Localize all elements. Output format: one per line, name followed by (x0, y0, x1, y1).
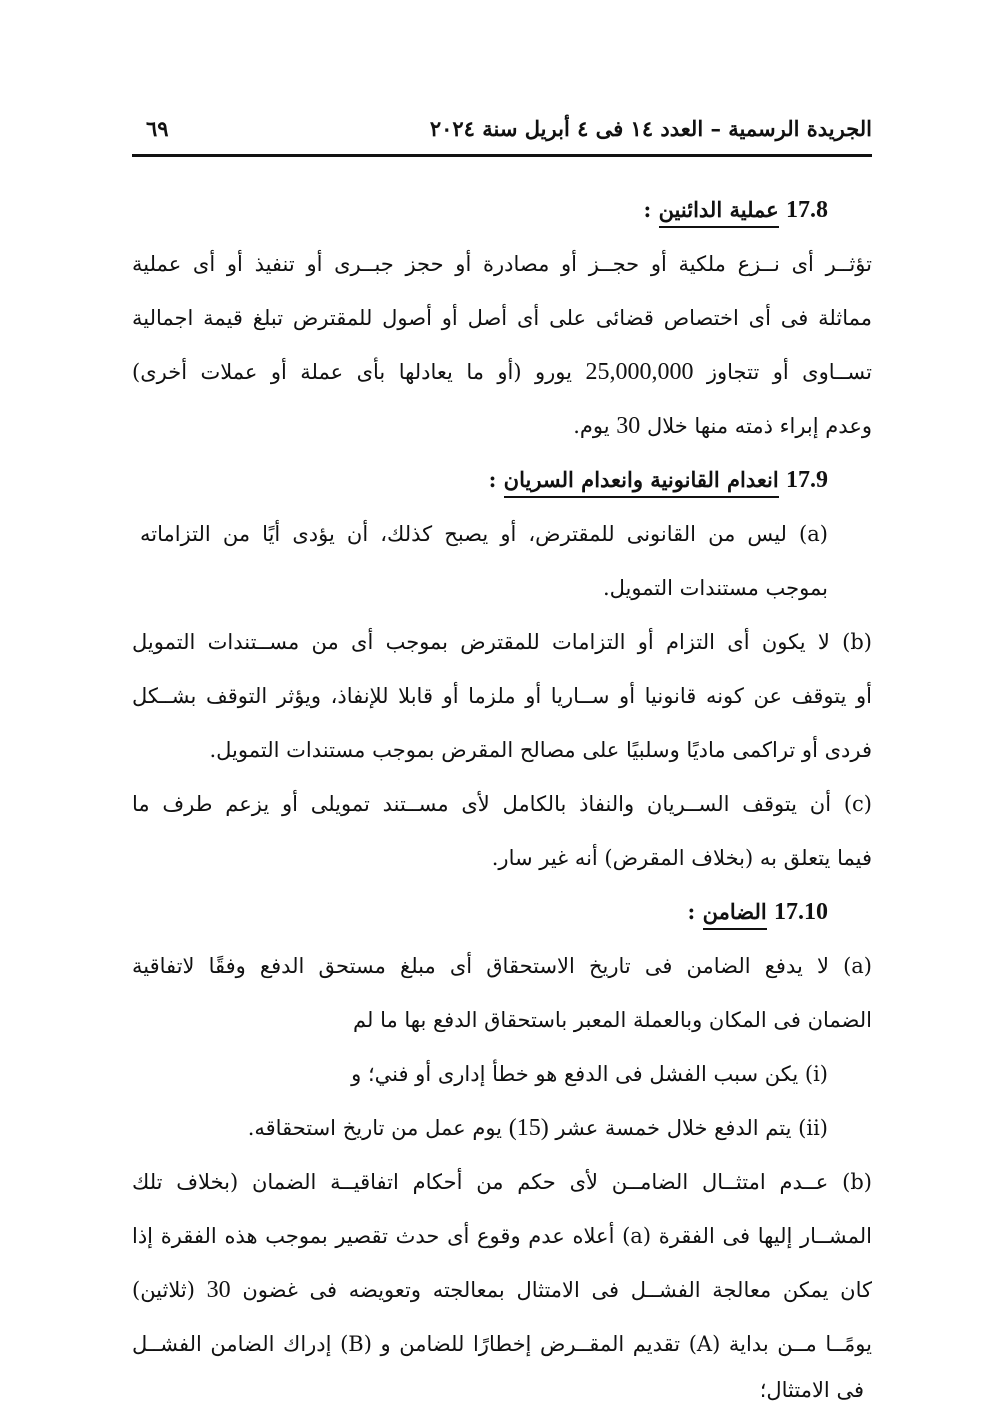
paragraph-line: المشــار إليها فى الفقرة (a) أعلاه عدم وقوع أى حدث تقصير بموجب هذه الفقرة إذا (132, 1224, 872, 1248)
section-17-8-heading: 17.8 عملية الدائنين : (132, 183, 828, 237)
paragraph-line: تؤثــر أى نــزع ملكية أو حجــز أو مصادرة أو حجز جبــرى أو تنفيذ أو أى عملية (132, 252, 872, 276)
paragraph-line: الضمان فى المكان وبالعملة المعبر باستحقاق الدفع بها ما لم (353, 1008, 872, 1032)
paragraph-line: فردى أو تراكمى ماديًا وسلبيًا على مصالح المقرض بموجب مستندات التمويل. (209, 738, 872, 762)
paragraph-line: فى الامتثال؛ (759, 1378, 864, 1402)
section-17-8-title: عملية الدائنين (659, 197, 779, 228)
page-header (132, 116, 872, 156)
clause-a-line: (a) لا يدفع الضامن فى تاريخ الاستحقاق أى مبلغ مستحق الدفع وفقًا لاتفاقية (132, 954, 872, 978)
paragraph-line: تســاوى أو تتجاوز 25,000,000 يورو (أو ما يعادلها بأى عملة أو عملات أخرى) (132, 359, 872, 385)
subclause-ii-line: (ii) يتم الدفع خلال خمسة عشر (15) يوم عمل من تاريخ استحقاقه. (247, 1115, 828, 1141)
header-rule (132, 154, 872, 157)
subclause-i-line: (i) يكن سبب الفشل فى الدفع هو خطأ إدارى أو فني؛ و (351, 1062, 828, 1086)
section-17-10-title: الضامن (703, 899, 767, 930)
clause-b-line: (b) لا يكون أى التزام أو التزامات للمقترض بموجب أى من مســتندات التمويل (132, 630, 872, 654)
paragraph-line: يومًــا مــن بداية (A) تقديم المقــرض إخطارًا للضامن و (B) إدراك الضامن الفشــل (132, 1332, 872, 1356)
gazette-title: الجريدة الرسمية – العدد ١٤ فى ٤ أبريل سنة ٢٠٢٤ (429, 116, 872, 141)
document-page (132, 100, 872, 1400)
paragraph-line: فيما يتعلق به (بخلاف المقرض) أنه غير سار. (491, 846, 872, 870)
clause-b-line: (b) عــدم امتثــال الضامــن لأى حكم من أحكام اتفاقيــة الضمان (بخلاف تلك (132, 1170, 872, 1194)
paragraph-line: بموجب مستندات التمويل. (602, 576, 828, 600)
paragraph-line: أو يتوقف عن كونه قانونيا أو ســاريا أو ملزما أو قابلا للإنفاذ، ويؤثر التوقف بشــكل (132, 684, 872, 708)
paragraph-line: مماثلة فى أى اختصاص قضائى على أى أصل أو أصول للمقترض تبلغ قيمة اجمالية (132, 306, 872, 330)
clause-a-line: (a) ليس من القانونى للمقترض، أو يصبح كذلك، أن يؤدى أيًا من التزاماته (140, 522, 828, 546)
clause-c-line: (c) أن يتوقف الســريان والنفاذ بالكامل لأى مســتند تمويلى أو يزعم طرف ما (132, 792, 872, 816)
section-17-9-heading: 17.9 انعدام القانونية وانعدام السريان : (132, 453, 828, 507)
section-17-9-title: انعدام القانونية وانعدام السريان (504, 467, 779, 498)
page-number: ٦٩ (146, 116, 169, 141)
section-17-10-heading: 17.10 الضامن : (132, 885, 828, 939)
paragraph-line: كان يمكن معالجة الفشــل فى الامتثال بمعالجته وتعويضه فى غضون 30 (ثلاثين) (132, 1277, 872, 1303)
paragraph-line: وعدم إبراء ذمته منها خلال 30 يوم. (573, 413, 872, 439)
